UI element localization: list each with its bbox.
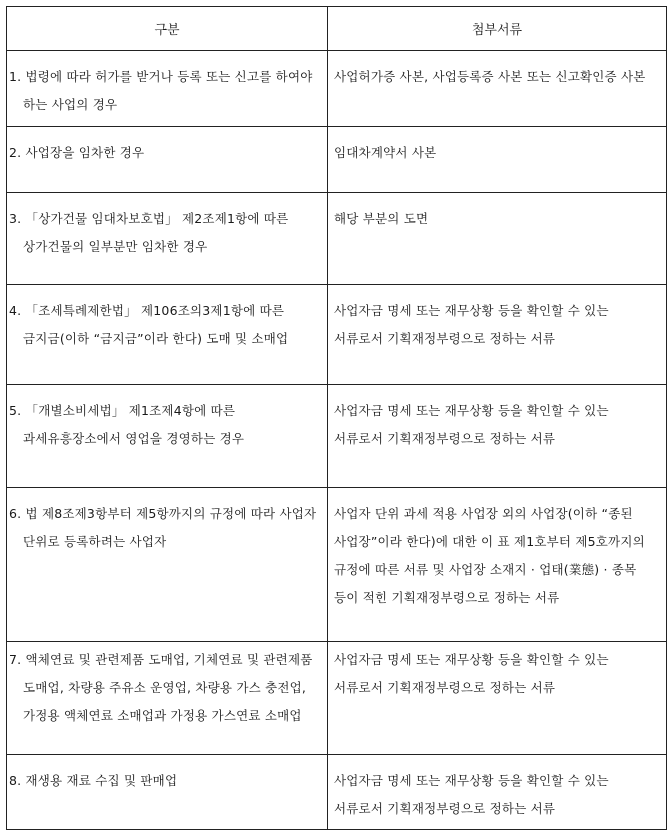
category-cell	[7, 385, 328, 488]
documents-text: 사업허가증 사본, 사업등록증 사본 또는 신고확인증 사본	[334, 69, 646, 84]
category-text: 8. 재생용 재료 수집 및 판매업	[9, 773, 178, 788]
documents-cell	[328, 385, 667, 488]
header-documents: 첨부서류	[328, 7, 667, 51]
header-category: 구분	[7, 7, 328, 51]
documents-cell	[328, 127, 667, 193]
documents-text: 사업자금 명세 또는 재무상황 등을 확인할 수 있는 서류로서 기획재정부령으로 정하는 서류	[334, 652, 609, 695]
documents-cell	[328, 285, 667, 385]
documents-text: 해당 부분의 도면	[334, 211, 429, 226]
table-row	[7, 642, 667, 755]
table-row	[7, 285, 667, 385]
documents-cell	[328, 642, 667, 755]
documents-text: 임대차계약서 사본	[334, 145, 437, 160]
documents-cell	[328, 488, 667, 642]
table-row	[7, 488, 667, 642]
attachment-documents-table	[6, 6, 667, 830]
documents-text: 사업자금 명세 또는 재무상황 등을 확인할 수 있는 서류로서 기획재정부령으로 정하는 서류	[334, 773, 609, 816]
table-row	[7, 755, 667, 830]
table-row	[7, 385, 667, 488]
documents-text: 사업자금 명세 또는 재무상황 등을 확인할 수 있는 서류로서 기획재정부령으로 정하는 서류	[334, 403, 609, 446]
category-text: 6. 법 제8조제3항부터 제5항까지의 규정에 따라 사업자 단위로 등록하려는 사업자	[9, 506, 317, 549]
category-text: 2. 사업장을 임차한 경우	[9, 145, 145, 160]
category-text: 7. 액체연료 및 관련제품 도매업, 기체연료 및 관련제품 도매업, 차량용 주유소 운영업, 차량용 가스 충전업, 가정용 액체연료 소매업과 가정용 가스연료 소매업	[9, 652, 313, 723]
category-text: 5. 「개별소비세법」 제1조제4항에 따른 과세유흥장소에서 영업을 경영하는 경우	[9, 403, 245, 446]
table-header-row	[7, 7, 667, 51]
table-row	[7, 127, 667, 193]
category-cell	[7, 488, 328, 642]
category-text: 4. 「조세특례제한법」 제106조의3제1항에 따른 금지금(이하 “금지금”이라 한다) 도매 및 소매업	[9, 303, 289, 346]
documents-cell	[328, 193, 667, 285]
documents-text: 사업자 단위 과세 적용 사업장 외의 사업장(이하 “종된 사업장”이라 한다)에 대한 이 표 제1호부터 제5호까지의 규정에 따른 서류 및 사업장 소재지 · 업태(業態) · 종목 등이 적힌 기획재정부령으로 정하는 서류	[334, 506, 645, 605]
documents-cell	[328, 51, 667, 127]
category-cell	[7, 755, 328, 830]
category-text: 1. 법령에 따라 허가를 받거나 등록 또는 신고를 하여야 하는 사업의 경우	[9, 69, 313, 112]
documents-text: 사업자금 명세 또는 재무상황 등을 확인할 수 있는 서류로서 기획재정부령으로 정하는 서류	[334, 303, 609, 346]
table-row	[7, 51, 667, 127]
table-row	[7, 193, 667, 285]
category-cell	[7, 285, 328, 385]
category-cell	[7, 51, 328, 127]
category-cell	[7, 642, 328, 755]
category-text: 3. 「상가건물 임대차보호법」 제2조제1항에 따른 상가건물의 일부분만 임차한 경우	[9, 211, 289, 254]
documents-cell	[328, 755, 667, 830]
category-cell	[7, 193, 328, 285]
category-cell	[7, 127, 328, 193]
